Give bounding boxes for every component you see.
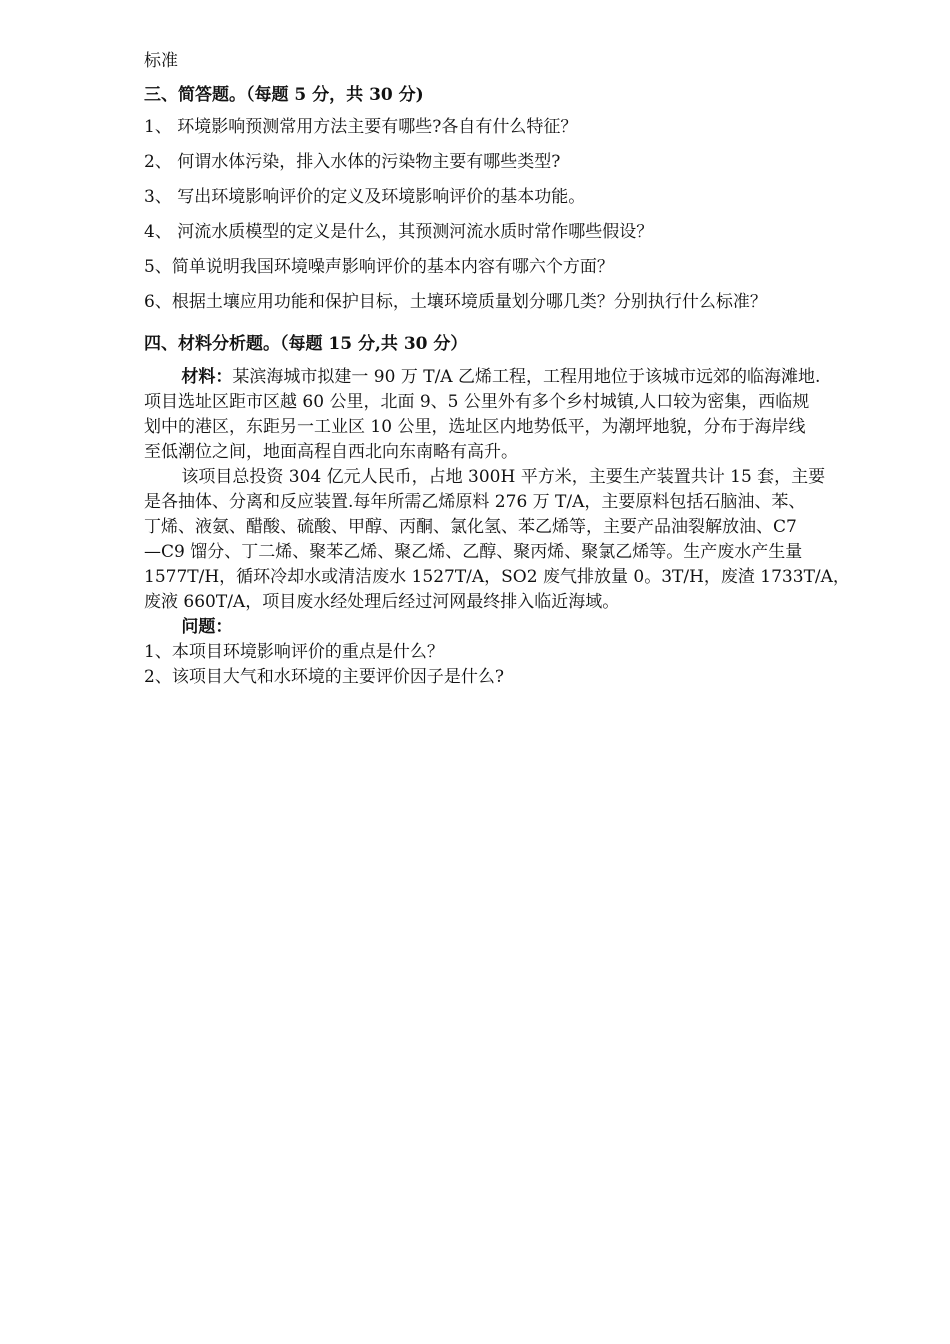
question-item: 3、 写出环境影响评价的定义及环境影响评价的基本功能。 xyxy=(144,187,586,207)
material-line: 某滨海城市拟建一 90 万 T/A 乙烯工程，工程用地位于该城市远郊的临海滩地. xyxy=(232,367,821,387)
material-paragraph xyxy=(144,365,886,465)
question-item: 5、简单说明我国环境噪声影响评价的基本内容有哪六个方面？ xyxy=(144,257,614,277)
project-paragraph xyxy=(144,465,886,615)
question-item: 4、 河流水质模型的定义是什么，其预测河流水质时常作哪些假设？ xyxy=(144,222,654,242)
project-line: 是各抽体、分离和反应装置.每年所需乙烯原料 276 万 T/A，主要原料包括石脑油、苯、 xyxy=(144,492,806,512)
top-fragment: 标准 xyxy=(144,51,178,71)
project-line: —C9 馏分、丁二烯、聚苯乙烯、聚乙烯、乙醇、聚丙烯、聚氯乙烯等。生产废水产生量 xyxy=(144,542,803,562)
material-line: 至低潮位之间，地面高程自西北向东南略有高升。 xyxy=(144,442,518,462)
question-item: 6、根据土壤应用功能和保护目标，土壤环境质量划分哪几类？分别执行什么标准？ xyxy=(144,292,767,312)
problem-label: 问题： xyxy=(181,617,233,637)
material-line-first xyxy=(144,365,886,390)
project-line: 废液 660T/A，项目废水经处理后经过河网最终排入临近海域。 xyxy=(144,592,620,612)
section3-heading: 三、简答题。（每题 5 分，共 30 分) xyxy=(144,85,424,105)
material-line: 划中的港区，东距另一工业区 10 公里，选址区内地势低平，为潮坪地貌，分布于海岸线 xyxy=(144,417,806,437)
project-line: 1577T/H，循环冷却水或清洁废水 1527T/A，SO2 废气排放量 0。3T/H，废渣 1733T/A， xyxy=(144,567,850,587)
question-item: 2、 何谓水体污染，排入水体的污染物主要有哪些类型? xyxy=(144,152,561,172)
project-line: 该项目总投资 304 亿元人民币，占地 300H 平方米，主要生产装置共计 15 套，主要 xyxy=(181,467,826,487)
material-line: 项目选址区距市区越 60 公里，北面 9、5 公里外有多个乡村城镇,人口较为密集，西临规 xyxy=(144,392,810,412)
document-page xyxy=(144,48,886,690)
material-label: 材料： xyxy=(181,367,233,387)
question-item: 1、 环境影响预测常用方法主要有哪些?各自有什么特征？ xyxy=(144,117,578,137)
section4-heading: 四、材料分析题。（每题 15 分,共 30 分） xyxy=(144,334,468,354)
section3-questions xyxy=(144,114,886,315)
problem-item: 2、该项目大气和水环境的主要评价因子是什么? xyxy=(144,667,504,687)
project-line: 丁烯、液氨、醋酸、硫酸、甲醇、丙酮、氯化氢、苯乙烯等，主要产品油裂解放油、C7 xyxy=(144,517,797,537)
problem-item: 1、本项目环境影响评价的重点是什么？ xyxy=(144,642,444,662)
